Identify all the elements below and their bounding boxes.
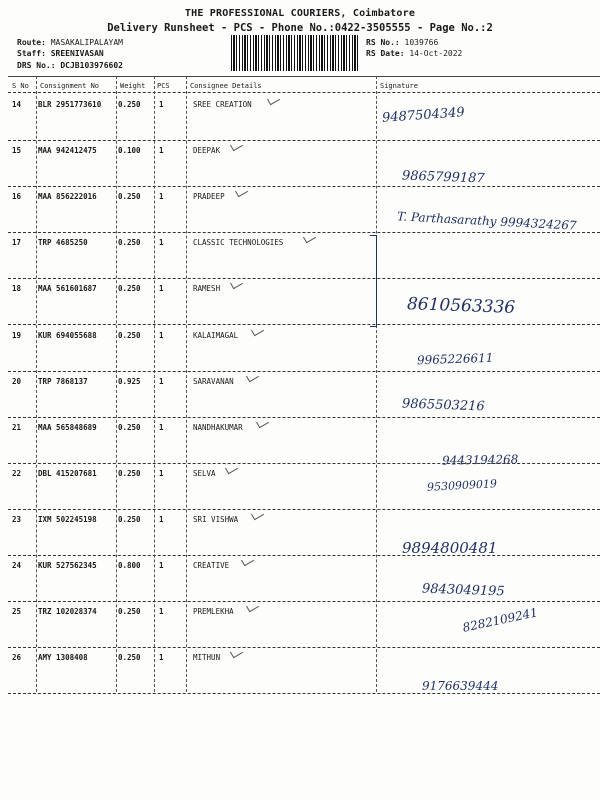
serial-number: 14: [12, 100, 22, 109]
table-row: [0, 327, 600, 375]
row-separator: [8, 371, 600, 372]
check-mark: [267, 94, 280, 106]
consignee-name: MITHUN: [193, 653, 221, 663]
row-separator: [8, 509, 600, 510]
row-separator: [8, 140, 600, 141]
row-separator: [8, 693, 600, 694]
consignment-number: DBL 415207681: [38, 468, 97, 478]
signature-handwritten: 9487504349: [381, 105, 466, 126]
check-mark: [230, 278, 243, 290]
serial-number: 26: [12, 653, 22, 663]
weight-value: 0.250: [118, 422, 141, 432]
consignment-number: TRP 4685250: [38, 238, 88, 248]
col-header-signature: Signature: [380, 82, 418, 90]
rs-no-value: 1039766: [404, 38, 439, 47]
pcs-count: 1: [159, 514, 164, 524]
signature-handwritten: 9843049195: [421, 581, 505, 600]
weight-value: 0.250: [118, 192, 141, 202]
serial-number: 16: [12, 192, 22, 202]
company-name: THE PROFESSIONAL COURIERS, Coimbatore: [184, 8, 416, 19]
drs-label: DRS No.:: [17, 61, 56, 70]
rs-date-value: 14-Oct-2022: [409, 49, 463, 58]
consignee-name: PREMLEKHA: [193, 607, 234, 617]
pcs-count: 1: [159, 561, 164, 570]
serial-number: 23: [12, 514, 22, 524]
consignment-number: KUR 694055688: [38, 330, 97, 340]
table-row: [0, 96, 600, 144]
consignee-name: RAMESH: [193, 284, 221, 294]
col-header-consignment: Consignment No: [40, 82, 100, 90]
pcs-count: 1: [159, 100, 164, 109]
col-header-weight: Weight: [120, 82, 146, 90]
col-header-consignee: Consignee Details: [190, 82, 262, 90]
rs-date-label: RS Date:: [366, 49, 405, 58]
weight-value: 0.250: [118, 607, 141, 617]
consignment-number: TRZ 102028374: [38, 607, 97, 617]
signature-handwritten: 9965226611: [416, 350, 494, 367]
route-value: MASAKALIPALAYAM: [50, 38, 123, 47]
consignment-number: IXM 502245198: [38, 514, 97, 524]
table-row: [0, 142, 600, 190]
pcs-count: 1: [159, 653, 164, 663]
rs-no-line: [366, 38, 438, 47]
signature-bracket: [370, 235, 377, 327]
serial-number: 20: [12, 376, 22, 386]
col-header-pcs: PCS: [157, 82, 170, 90]
pcs-count: 1: [159, 376, 164, 386]
rs-no-label: RS No.:: [366, 38, 400, 47]
check-mark: [303, 232, 316, 244]
signature-handwritten: 8282109241: [461, 605, 539, 635]
weight-value: 0.250: [118, 330, 141, 340]
weight-value: 0.250: [118, 514, 141, 524]
staff-value: SREENIVASAN: [50, 49, 104, 58]
signature-handwritten: 9865799187: [401, 168, 485, 187]
serial-number: 19: [12, 330, 22, 340]
header-rule-bottom: [8, 92, 600, 93]
check-mark: [230, 647, 243, 659]
staff-label: Staff:: [17, 49, 46, 58]
consignee-name: KALAIMAGAL: [193, 330, 239, 340]
signature-handwritten: T. Parthasarathy 9994324267: [396, 209, 577, 233]
serial-number: 21: [12, 422, 22, 432]
serial-number: 17: [12, 238, 22, 248]
table-row: [0, 511, 600, 559]
check-mark: [230, 140, 243, 152]
col-header-sno: S No: [12, 82, 29, 90]
weight-value: 0.250: [118, 100, 141, 109]
row-separator: [8, 647, 600, 648]
consignment-number: KUR 527562345: [38, 561, 97, 570]
staff-line: [17, 49, 104, 58]
table-row: [0, 419, 600, 467]
consignee-name: SRI VISHWA: [193, 514, 239, 524]
header-rule-top: [8, 76, 600, 77]
runsheet-title: Delivery Runsheet - PCS - Phone No.:0422-3505555 - Page No.:2: [107, 22, 493, 34]
weight-value: 0.800: [118, 561, 141, 570]
consignee-name: CREATIVE: [193, 561, 230, 570]
consignment-number: BLR 2951773610: [38, 100, 102, 109]
barcode: [231, 35, 359, 71]
signature-handwritten: 9176639444: [422, 679, 499, 694]
consignment-number: TRP 7868137: [38, 376, 88, 386]
drs-line: [17, 61, 123, 70]
check-mark: [225, 463, 238, 475]
pcs-count: 1: [159, 192, 164, 202]
check-mark: [241, 555, 254, 567]
consignment-number: MAA 856222016: [38, 192, 97, 202]
consignment-number: AMY 1308408: [38, 653, 88, 663]
row-separator: [8, 232, 600, 233]
pcs-count: 1: [159, 238, 164, 248]
table-row: [0, 280, 600, 328]
consignment-number: MAA 565848689: [38, 422, 97, 432]
row-separator: [8, 324, 600, 325]
table-row: [0, 649, 600, 697]
check-mark: [235, 186, 248, 198]
serial-number: 15: [12, 146, 22, 156]
consignee-name: SELVA: [193, 468, 216, 478]
pcs-count: 1: [159, 284, 164, 294]
check-mark: [256, 416, 269, 428]
signature-handwritten: 9894800481: [402, 538, 498, 557]
serial-number: 18: [12, 284, 22, 294]
row-separator: [8, 417, 600, 418]
route-label: Route:: [17, 38, 46, 47]
table-row: [0, 557, 600, 605]
row-separator: [8, 463, 600, 464]
signature-handwritten: 9865503216: [401, 396, 485, 415]
table-row: [0, 188, 600, 236]
pcs-count: 1: [159, 468, 164, 478]
check-mark: [246, 370, 259, 382]
weight-value: 0.250: [118, 284, 141, 294]
pcs-count: 1: [159, 330, 164, 340]
pcs-count: 1: [159, 422, 164, 432]
route-line: [17, 38, 123, 47]
check-mark: [251, 324, 264, 336]
consignment-number: MAA 561601687: [38, 284, 97, 294]
weight-value: 0.250: [118, 468, 141, 478]
consignee-name: NANDHAKUMAR: [193, 422, 243, 432]
rs-date-line: [366, 49, 462, 58]
check-mark: [246, 601, 259, 613]
check-mark: [251, 509, 264, 521]
consignment-number: MAA 942412475: [38, 146, 97, 156]
signature-handwritten: 8610563336: [406, 294, 516, 319]
consignee-name: DEEPAK: [193, 146, 221, 156]
weight-value: 0.250: [118, 653, 141, 663]
consignee-name: SARAVANAN: [193, 376, 234, 386]
serial-number: 25: [12, 607, 22, 617]
consignee-name: SREE CREATION: [193, 100, 252, 109]
consignee-name: PRADEEP: [193, 192, 225, 202]
table-row: [0, 465, 600, 513]
row-separator: [8, 601, 600, 602]
row-separator: [8, 186, 600, 187]
serial-number: 22: [12, 468, 22, 478]
row-separator: [8, 555, 600, 556]
weight-value: 0.100: [118, 146, 141, 156]
consignee-name: CLASSIC TECHNOLOGIES: [193, 238, 284, 248]
signature-handwritten: 9443194268: [441, 452, 519, 468]
weight-value: 0.250: [118, 238, 141, 248]
pcs-count: 1: [159, 607, 164, 617]
drs-value: DCJB103976602: [60, 61, 123, 70]
weight-value: 0.925: [118, 376, 141, 386]
table-row: [0, 234, 600, 282]
row-separator: [8, 278, 600, 279]
table-row: [0, 373, 600, 421]
pcs-count: 1: [159, 146, 164, 156]
table-row: [0, 603, 600, 651]
serial-number: 24: [12, 561, 22, 570]
signature-handwritten: 9530909019: [426, 476, 498, 494]
